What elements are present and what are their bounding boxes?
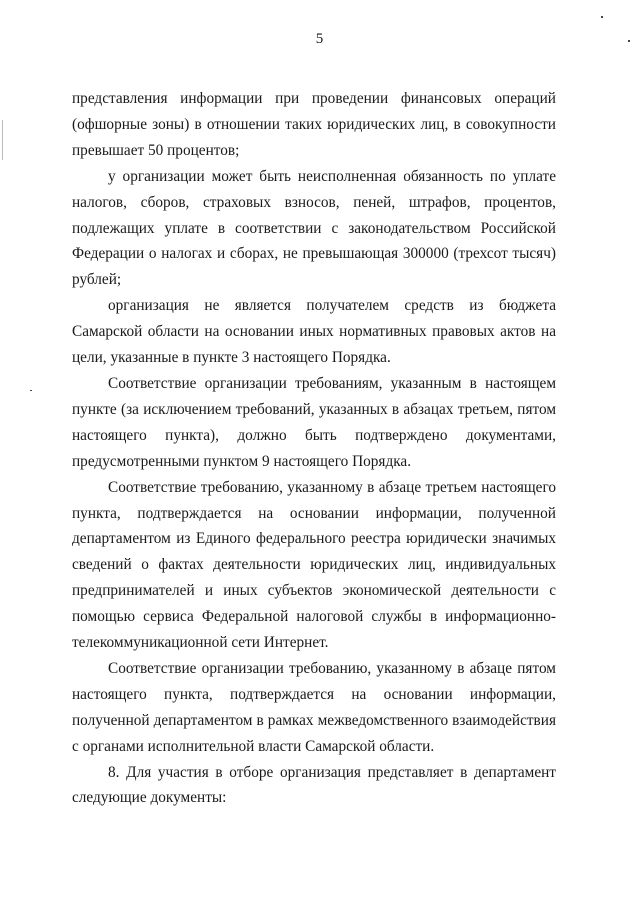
page-number: 5 <box>315 31 324 47</box>
document-body <box>72 86 556 811</box>
scan-mark <box>2 120 3 160</box>
paragraph-3: организация не является получателем средств из бюджета Самарской области на основании иных нормативных правовых актов на цели, указанные в пункте 3 настоящего Порядка. <box>72 297 556 367</box>
scan-mark <box>601 16 603 18</box>
paragraph-4: Соответствие организации требованиям, указанным в настоящем пункте (за исключением требований, указанных в абзацах третьем, пятом настоящего пункта), должно быть подтверждено документами, предусмотренными пунктом 9 настоящего Порядка. <box>72 374 556 470</box>
scan-mark <box>30 390 32 391</box>
paragraph-6: Соответствие организации требованию, указанному в абзаце пятом настоящего пункта, подтверждается на основании информации, полученной департаментом в рамках межведомственного взаимодействия с органами исполнительной власти Самарской области. <box>72 659 556 755</box>
paragraph-2: у организации может быть неисполненная обязанность по уплате налогов, сборов, страховых взносов, пеней, штрафов, процентов, подлежащих уплате в соответствии с законодательством Российской Федерации о налогах и сборах, не превышающая 300000 (трехсот тысяч) рублей; <box>72 167 556 289</box>
paragraph-1: представления информации при проведении финансовых операций (офшорные зоны) в отношении таких юридических лиц, в совокупности превышает 50 процентов; <box>72 90 556 159</box>
paragraph-5: Соответствие требованию, указанному в абзаце третьем настоящего пункта, подтверждается на основании информации, полученной департаментом из Единого федерального реестра юридически значимых сведений о фактах деятельности юридических лиц, индивидуальных предпринимателей и иных субъектов экономической деятельности с помощью сервиса Федеральной налоговой службы в информационно-телекоммуникационной сети Интернет. <box>72 478 556 652</box>
scan-mark <box>628 40 630 42</box>
paragraph-7: 8. Для участия в отборе организация представляет в департамент следующие документы: <box>72 763 556 807</box>
